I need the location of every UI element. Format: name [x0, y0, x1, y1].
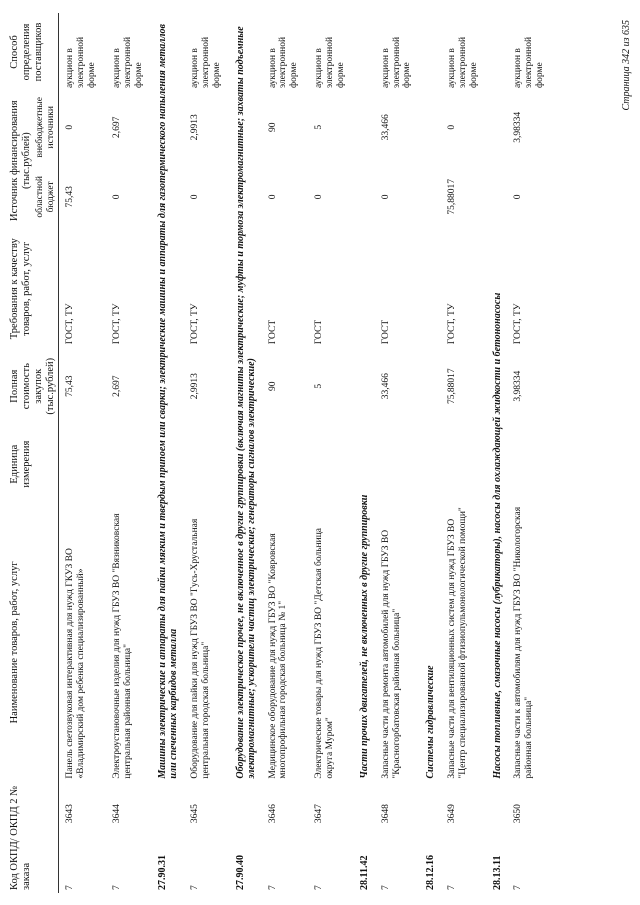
header-method: Способ определения поставщиков: [8, 13, 59, 91]
row-regional-budget: 75,88017: [446, 179, 457, 215]
header-financing-regional: областной бюджет: [34, 163, 58, 230]
row-requirements: ГОСТ, ТУ: [446, 303, 457, 345]
row-method: аукцион в электронной форме: [513, 36, 545, 89]
procurement-table: [8, 13, 554, 893]
row-extra-budget: 2,9913: [189, 114, 200, 141]
group-code: 28.11.42: [359, 855, 371, 890]
row-unit: [262, 425, 309, 503]
row-code: 7: [513, 885, 524, 890]
page-number: Страница 342 из 635: [621, 20, 632, 111]
row-name: Панель светозвуковая интерактивная для нужд ГКУЗ ВО «Владимирский дом ребенка специализированный»: [65, 548, 87, 779]
table-row: [308, 13, 355, 893]
header-unit: Единица измерения: [8, 425, 59, 503]
row-name: Оборудование для пайки для нужд ГБУЗ ВО "Гусь-Хрустальная центральная городская больница": [189, 518, 211, 779]
row-method: аукцион в электронной форме: [314, 36, 347, 89]
row-extra-budget: 5: [314, 124, 325, 130]
group-title: Машины электрические и аппараты для пайки мягким и твердым припоем или сварки; электрические машины и аппараты для газотермического напыления металлов или спеченных карбидов металла: [156, 24, 180, 779]
table-row: [262, 13, 309, 893]
row-method: аукцион в электронной форме: [65, 36, 98, 89]
row-extra-budget: 3,98334: [513, 111, 524, 143]
row-extra-budget: 33,466: [380, 114, 391, 141]
table-row: [184, 13, 231, 893]
row-cost: 2,9913: [189, 373, 200, 400]
row-method: аукцион в электронной форме: [380, 36, 413, 89]
row-requirements: ГОСТ, ТУ: [513, 303, 524, 345]
row-method: аукцион в электронной форме: [189, 36, 222, 89]
group-header-row: [355, 13, 375, 893]
row-name: Электроустановочные изделия для нужд ГБУЗ ВО "Вязниковская центральная районная больница": [112, 513, 133, 779]
header-code: Код ОКПД/ ОКПД 2 № заказа: [8, 782, 59, 893]
row-requirements: ГОСТ, ТУ: [189, 303, 200, 345]
row-extra-budget: 0: [65, 124, 76, 130]
row-unit: [184, 425, 231, 503]
table-row: [106, 13, 153, 893]
row-method: аукцион в электронной форме: [446, 36, 479, 89]
row-name: Запасные части к автомобилям для нужд ГБУЗ ВО "Никологорская районная больница": [513, 506, 535, 779]
row-name: Запасные части для ремонта автомобилей для нужд ГБУЗ ВО "Красногорбатовская районная больница": [380, 529, 402, 779]
row-number: 3647: [314, 804, 325, 824]
row-cost: 90: [267, 381, 278, 391]
row-code: 7: [189, 885, 200, 890]
row-regional-budget: 75,43: [65, 186, 76, 208]
row-cost: 3,98334: [513, 370, 524, 402]
group-header-row: [421, 13, 441, 893]
row-unit: [59, 425, 106, 503]
row-method: аукцион в электронной форме: [112, 36, 144, 89]
row-regional-budget: 0: [314, 194, 325, 200]
row-regional-budget: 0: [513, 194, 524, 200]
row-extra-budget: 2,697: [112, 116, 123, 138]
row-requirements: ГОСТ: [314, 319, 325, 345]
row-code: 7: [380, 885, 391, 890]
group-header-row: [231, 13, 262, 893]
row-code: 7: [65, 885, 76, 890]
row-requirements: ГОСТ, ТУ: [112, 303, 123, 345]
header-financing: Источник финансирования (тыс.рублей): [9, 100, 33, 221]
group-title: Оборудование электрическое прочее, не включенное в другие группировки (включая магниты электрические; муфты и тормоза электромагнитные; захваты подъемные электромагнитные; ускорители частиц электрические; генераторы сигналов электрические): [234, 26, 258, 779]
row-requirements: ГОСТ: [267, 319, 278, 345]
group-code: 27.90.31: [156, 855, 168, 890]
row-number: 3650: [513, 804, 524, 824]
group-code: 28.13.11: [491, 855, 503, 890]
row-name: Запасные части для вентиляционных систем для нужд ГБУЗ ВО "Центр специализированной фтизиопульмонологической помощи": [446, 507, 468, 779]
row-code: 7: [446, 885, 457, 890]
header-requirements: Требования к качеству товаров, работ, услуг: [8, 230, 59, 347]
row-cost: 75,88017: [446, 368, 457, 405]
row-requirements: ГОСТ, ТУ: [65, 303, 76, 345]
row-regional-budget: 0: [380, 194, 391, 200]
group-title: Насосы топливные, смазочные насосы (лубрикаторы), насосы для охлаждающей жидкости и бетононасосы: [491, 292, 503, 779]
table-row: [59, 13, 106, 893]
header-name: Наименование товаров, работ, услуг: [8, 503, 59, 781]
row-number: 3644: [112, 804, 123, 824]
row-code: 7: [112, 885, 123, 890]
row-cost: 2,697: [112, 375, 123, 397]
row-regional-budget: 0: [112, 194, 123, 200]
row-cost: 33,466: [380, 373, 391, 400]
row-unit: [308, 425, 355, 503]
header-financing-extra: внебюджетные источники: [34, 91, 58, 163]
row-unit: [441, 425, 488, 503]
row-requirements: ГОСТ: [380, 319, 391, 345]
header-cost: Полная стоимость закупок (тыс.рублей): [8, 347, 59, 425]
group-title: Части прочих двигателей, не включенных в другие группировки: [359, 494, 371, 779]
row-extra-budget: 0: [446, 124, 457, 130]
row-unit: [375, 425, 422, 503]
row-number: 3643: [65, 804, 76, 824]
table-row: [375, 13, 422, 893]
group-code: 28.12.16: [425, 855, 437, 890]
group-header-row: [488, 13, 508, 893]
row-cost: 75,43: [65, 375, 76, 397]
table-row: [441, 13, 488, 893]
table-body: [59, 13, 554, 893]
group-header-row: [153, 13, 184, 893]
row-method: аукцион в электронной форме: [267, 36, 300, 89]
group-code: 27.90.40: [234, 855, 246, 890]
row-number: 3645: [189, 804, 200, 824]
row-unit: [106, 425, 153, 503]
row-code: 7: [267, 885, 278, 890]
row-number: 3646: [267, 804, 278, 824]
row-number: 3649: [446, 804, 457, 824]
row-regional-budget: 0: [189, 194, 200, 200]
row-number: 3648: [380, 804, 391, 824]
table-row: [507, 13, 554, 893]
row-unit: [507, 425, 554, 503]
row-cost: 5: [314, 383, 325, 389]
row-extra-budget: 90: [267, 122, 278, 132]
group-title: Системы гидравлические: [425, 665, 437, 779]
row-name: Электрические товары для нужд ГБУЗ ВО "Детская больница округа Муром": [314, 528, 336, 779]
row-name: Медицинское оборудование для нужд ГБУЗ ВО "Ковровская многопрофильная городская больница № 1": [267, 533, 289, 779]
row-code: 7: [314, 885, 325, 890]
row-regional-budget: 0: [267, 194, 278, 200]
